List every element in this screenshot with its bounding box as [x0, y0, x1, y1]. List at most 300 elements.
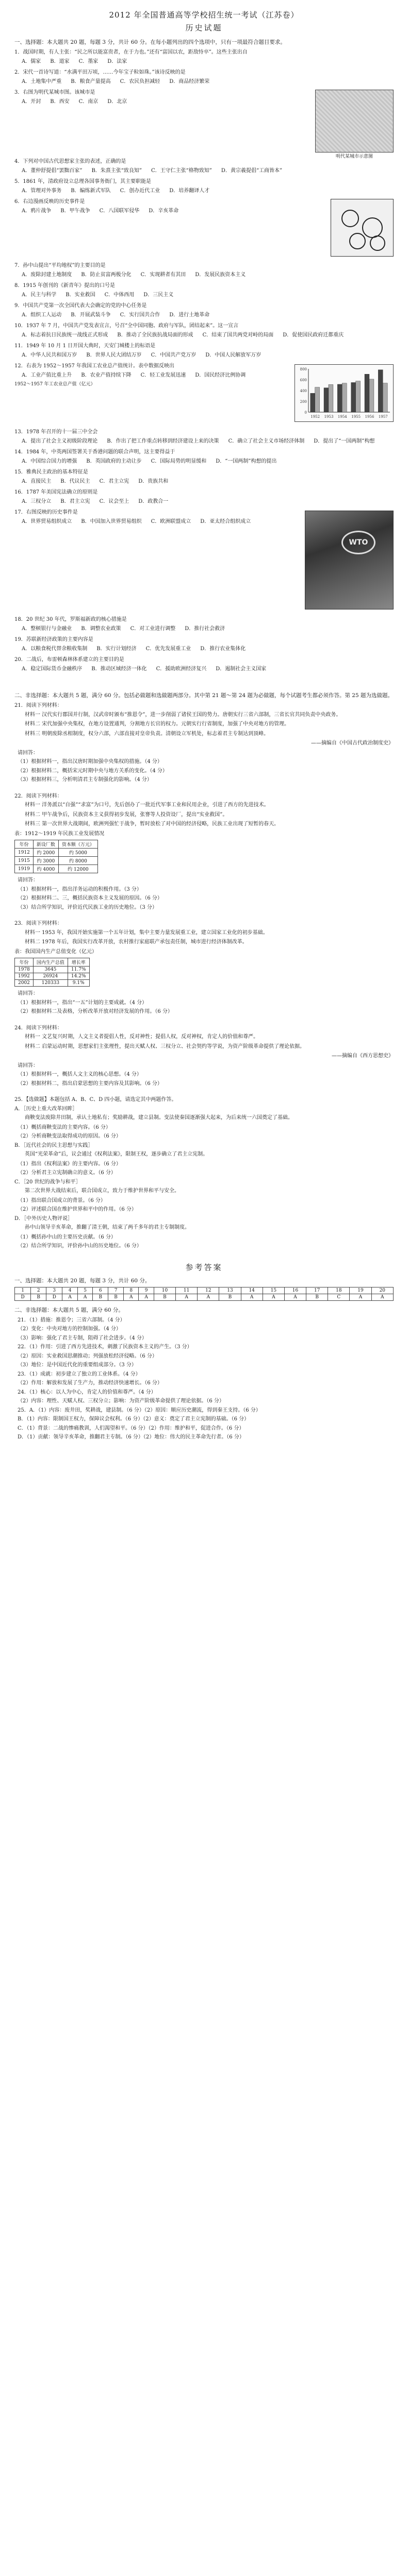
answer-option: B．世界人民大团结万岁 — [86, 352, 142, 358]
answer-option: B．英国政府的主动让步 — [86, 458, 142, 464]
question-stem: 5．1861 年，清政府设立总理各国事务衙门，其主要职能是 — [14, 179, 151, 184]
answers-heading: 一、选择题：本大题共 20 题，每题 3 分，共计 60 分。 — [14, 1277, 151, 1284]
answer-option: B．朱熹主张“致良知” — [91, 167, 142, 174]
sub-question: （1）根据材料一，指出汉唐时期加强中央集权的措施。（4 分） — [18, 759, 162, 765]
answer-option: A．组织工人运动 — [22, 312, 62, 318]
table-row — [15, 1287, 394, 1294]
question-11 — [14, 342, 394, 359]
table-row — [15, 1294, 394, 1300]
answer-option: B．实行计划经济 — [96, 646, 137, 652]
question-5 — [14, 178, 394, 195]
material-text: 商鞅变法废除井田制，承认土地私有；奖励耕战，建立县制。变法使秦国逐渐强大起来，为后来统一六国奠定了基础。 — [25, 1115, 293, 1121]
answer-options — [14, 311, 394, 319]
material-text: 材料一 文艺复兴时期，人文主义者提倡人性，反对神性；提倡人权，反对神权，肯定人的价值和尊严。 — [25, 1034, 259, 1040]
answer-option: B．君主立宪 — [60, 498, 90, 504]
question-9 — [14, 302, 394, 319]
material-source: ——摘编自《西方思想史》 — [332, 1053, 394, 1059]
section-2-heading: 二、非选择题：本大题共 5 题，满分 60 分。包括必做题和选做题两部分。其中第 21 题～第 24 题为必做题，每个试题考生都必须作答。第 25 题为选做题。 — [14, 692, 393, 699]
table-cell: D — [46, 1294, 62, 1300]
material-text: 第二次世界大战结束后，联合国成立，致力于维护世界和平与安全。 — [25, 1188, 179, 1194]
question-13 — [14, 428, 394, 445]
table-row — [15, 857, 98, 865]
answer-option: C．轻工业发展迅速 — [140, 372, 186, 378]
bar — [310, 393, 315, 412]
answer-option: A．中国综合国力的增强 — [22, 458, 77, 464]
question-stem: 17．右图反映的历史事件是 — [14, 510, 78, 515]
answer-option: A．直接民主 — [22, 478, 52, 484]
answer-options — [14, 478, 394, 486]
table-cell: 1919 — [15, 865, 34, 873]
table-row — [15, 849, 98, 857]
answer-options — [14, 645, 394, 653]
answer-option: D．贵族共和 — [138, 478, 169, 484]
question-stem: 1．战国时期，有人主张：“民之所以能富贵者，在于力也。”还有“富国以农，距敌恃卒”。这些主张出自 — [14, 49, 248, 55]
answer-option: C．农民负担减轻 — [120, 78, 160, 84]
sub-question: （1）概括孙中山的主要历史贡献。（6 分） — [18, 1234, 116, 1240]
option-title: C．［20 世纪的战争与和平］ — [14, 1179, 81, 1185]
page-title: 2012 年全国普通高等学校招生统一考试（江苏卷） — [109, 10, 299, 20]
data-table — [14, 958, 90, 987]
answer-item: （3）影响：强化了君主专制，阻碍了社会进步。（4 分） — [18, 1335, 147, 1341]
y-tick-label: 400 — [300, 389, 307, 393]
sub-question: （2）根据材料二、三，概括民族资本主义发展的原因。（6 分） — [18, 895, 162, 901]
answer-option: A．废除封建土地制度 — [22, 272, 72, 278]
material-text: 材料二 1978 年后，我国实行改革开放，农村推行家庭联产承包责任制，城市进行经济体制改革。 — [25, 939, 248, 945]
answer-item: （2）原因：实业救国思潮推动；列强放松经济侵略。（6 分） — [18, 1353, 157, 1359]
sub-question: （2）评述联合国在维护世界和平中的作用。（6 分） — [18, 1207, 137, 1212]
answer-item: C．（1）背景：二战的惨痛教训，人们渴望和平。（6 分）（2）作用：维护和平，促进合作。（6 分） — [18, 1425, 244, 1431]
answer-options — [14, 498, 394, 506]
y-tick-label: 0 — [304, 411, 307, 415]
table-cell: 1 — [15, 1287, 31, 1294]
table-cell: 7 — [108, 1287, 124, 1294]
question-stem: 8．1915 年创刊的《新青年》提出的口号是 — [14, 283, 115, 289]
table-cell: 约 3000 — [33, 857, 58, 865]
bar — [356, 381, 361, 412]
table-header: 年份 — [15, 958, 34, 967]
bar — [329, 384, 333, 412]
table-cell: 14 — [241, 1287, 263, 1294]
question-stem: 16．1787 年美国宪法确立的原则是 — [14, 489, 98, 495]
sub-question: （1）根据材料一，指出洋务运动的积极作用。（3 分） — [18, 886, 142, 892]
answer-option: B．推动了全民族抗战局面的形成 — [117, 332, 193, 338]
sub-question: 请回答： — [18, 877, 38, 883]
bar — [342, 383, 347, 412]
material-text: 材料一 1953 年，我国开始实施第一个五年计划，集中主要力量发展重工业，建立国家工业化的初步基础。 — [25, 929, 268, 936]
answer-item: 22．（1）作用：引进了西方先进技术，刺激了民族资本主义的产生。（3 分） — [18, 1344, 192, 1350]
question-24 — [14, 1024, 394, 1088]
sub-question: （1）指出《权利法案》的主要内容。（6 分） — [18, 1161, 121, 1167]
answer-option: D．三民主义 — [143, 292, 174, 298]
table-cell: B — [154, 1294, 175, 1300]
answer-option: C．墨家 — [78, 58, 99, 64]
answer-option: B．中国加入世界贸易组织 — [81, 518, 142, 524]
answer-option: C．南京 — [78, 98, 99, 105]
answer-option: D．法家 — [107, 58, 127, 64]
option-title: D．［中外历史人物评说］ — [14, 1215, 73, 1222]
question-22 — [14, 792, 394, 912]
question-stem: 18．20 世纪 30 年代，罗斯福新政的核心措施是 — [14, 617, 127, 622]
sub-question: （1）根据材料一，指出“一五”计划的主要成就。（4 分） — [18, 999, 148, 1006]
table-cell: 120333 — [33, 980, 68, 987]
question-title: 25．【选做题】本题包括 A、B、C、D 四小题，请选定其中两题作答。 — [14, 1097, 177, 1103]
question-20 — [14, 656, 394, 673]
question-19 — [14, 636, 394, 653]
answer-option: A．稳定国际货币金融秩序 — [22, 666, 83, 672]
sub-question: （2）结合所学知识，评价孙中山的历史地位。（6 分） — [18, 1243, 142, 1249]
table-cell: 15 — [263, 1287, 284, 1294]
question-7 — [14, 262, 394, 279]
question-10 — [14, 322, 394, 339]
answer-option: A．鸦片战争 — [22, 208, 52, 214]
answer-item: 23．（1）成就：初步建立了独立的工业体系。（4 分） — [18, 1371, 141, 1377]
answer-option: C．议会至上 — [99, 498, 129, 504]
table-cell: 17 — [306, 1287, 328, 1294]
question-title: 24．阅读下列材料： — [14, 1025, 62, 1031]
answer-option: D．发展民族资本主义 — [195, 272, 246, 278]
answer-option: A．土地集中严重 — [22, 78, 62, 84]
table-cell: 8 — [123, 1287, 138, 1294]
bar — [315, 387, 320, 412]
table-cell: 6 — [93, 1287, 108, 1294]
table-cell: 18 — [328, 1287, 350, 1294]
bar — [351, 382, 356, 412]
cartoon-figure — [331, 199, 394, 257]
answer-options — [14, 457, 394, 466]
table-cell: 13 — [219, 1287, 241, 1294]
page-subtitle: 历史试题 — [185, 23, 223, 32]
material-source: ——摘编自《中国古代政治制度史》 — [311, 740, 394, 746]
sub-question: （2）分析君主立宪制确立的意义。（6 分） — [18, 1170, 116, 1176]
answer-option: D．辛亥革命 — [149, 208, 179, 214]
question-stem: 13．1978 年召开的十一届三中全会 — [14, 429, 98, 435]
answer-option: A．中华人民共和国万岁 — [22, 352, 77, 358]
table-cell: 2 — [31, 1287, 46, 1294]
question-stem: 12．右表为 1952～1957 年我国工农业总产值统计。表中数据反映出 — [14, 363, 174, 369]
answer-option: D．北京 — [107, 98, 127, 105]
answer-option: C．八国联军侵华 — [99, 208, 140, 214]
answer-option: C．实行国共合作 — [120, 312, 160, 318]
cartoon-character — [370, 235, 385, 251]
data-table — [14, 840, 98, 873]
answer-option: B．实业救国 — [66, 292, 95, 298]
answer-option: B．代议民主 — [60, 478, 90, 484]
exam-page — [14, 9, 394, 1443]
answer-option: B．农业产值持续下降 — [81, 372, 132, 378]
bar-chart — [295, 365, 393, 421]
answer-option: A．管理对外事务 — [22, 188, 62, 194]
material-text: 英国“光荣革命”后，议会通过《权利法案》，限制王权，逐步确立了君主立宪制。 — [25, 1151, 208, 1157]
table-cell: 1978 — [15, 967, 34, 973]
table-cell: 3 — [46, 1287, 62, 1294]
table-cell: 10 — [154, 1287, 175, 1294]
table-cell: 1912 — [15, 849, 34, 857]
question-stem: 4．下列对中国古代思想家主张的表述，正确的是 — [14, 159, 126, 164]
answer-option: C．君主立宪 — [99, 478, 129, 484]
section-1-heading: 一、选择题：本大题共 20 题，每题 3 分，共计 60 分。在每小题列出的四个选项中，只有一项最符合题目要求。 — [14, 39, 286, 45]
sub-question: （2）分析商鞅变法取得成功的原因。（6 分） — [18, 1133, 121, 1139]
table-cell: B — [219, 1294, 241, 1300]
answer-option: B．开展武装斗争 — [71, 312, 111, 318]
material-text: 材料二 甲午战争后，民族资本主义获得初步发展，张謇等人投资设厂，提出“实业救国”。 — [25, 811, 228, 818]
table-cell: A — [241, 1294, 263, 1300]
sub-question: （1）根据材料一，概括人文主义的核心思想。（4 分） — [18, 1072, 142, 1077]
city-map-figure — [315, 90, 394, 159]
table-caption: 表：我国国内生产总值变化（亿元） — [14, 948, 97, 955]
answer-option: C．优先发展重工业 — [145, 646, 191, 652]
table-header: 资本额（万元） — [58, 840, 97, 849]
answer-option: D．培养翻译人才 — [169, 188, 210, 194]
table-row — [15, 865, 98, 873]
answer-options — [14, 58, 394, 66]
answer-option: D．促使国民政府迁都重庆 — [283, 332, 344, 338]
sub-question: （3）结合所学知识，评价近代民族工业的历史地位。（3 分） — [18, 904, 157, 910]
table-cell: 约 12000 — [58, 865, 97, 873]
table-cell: A — [350, 1294, 371, 1300]
material-text: 材料二 启蒙运动时期，思想家们主张理性，提出天赋人权、三权分立、社会契约等学说，为资产阶级革命提供了理论依据。 — [25, 1043, 305, 1049]
answer-option: B．甲午战争 — [60, 208, 90, 214]
answer-option: D．黄宗羲提倡“工商皆本” — [221, 167, 283, 174]
question-stem: 10．1937 年 7 月，中国共产党发表宣言，号召“全中国同胞、政府与军队，团结起来”。这一宣言 — [14, 323, 239, 329]
question-8 — [14, 282, 394, 299]
table-cell: 约 2000 — [33, 849, 58, 857]
table-cell: B — [306, 1294, 328, 1300]
table-row — [15, 967, 90, 973]
table-cell: A — [123, 1294, 138, 1300]
answer-item: D．（1）贡献：领导辛亥革命，推翻君主专制。（6 分）（2）地位：伟大的民主革命先行者。（6 分） — [18, 1434, 244, 1440]
table-cell: A — [198, 1294, 219, 1300]
answer-option: D．中国人民解放军万岁 — [205, 352, 261, 358]
question-stem: 15．雅典民主政治的基本特征是 — [14, 469, 88, 475]
answers-title: 参考答案 — [185, 1262, 223, 1272]
question-title: 22．阅读下列材料： — [14, 793, 62, 799]
answer-option: D．推行社会救济 — [185, 625, 225, 632]
question-stem: 2．宋代一首诗写道：“水满平田万顷，……今年宝子粒如珠。”该诗反映的是 — [14, 70, 186, 75]
question-stem: 11．1949 年 10 月 1 日开国大典时，天安门城楼上的标语是 — [14, 343, 156, 349]
y-tick-label: 800 — [300, 367, 307, 371]
table-cell: B — [31, 1294, 46, 1300]
table-cell: 12 — [198, 1287, 219, 1294]
table-cell: 5 — [77, 1287, 92, 1294]
material-text: 材料二 宋代加强中央集权，在地方设置通判，分割地方长官的权力。元朝实行行省制度，加强了中央对地方的管理。 — [25, 721, 290, 727]
answer-option: D．推行农业集体化 — [200, 646, 246, 652]
answer-option: A．以粮食税代替余粮收集制 — [22, 646, 88, 652]
answer-item: 24．（1）核心：以人为中心，肯定人的价值和尊严。（4 分） — [18, 1389, 156, 1395]
bar-chart-figure — [295, 364, 394, 422]
material-text: 材料一 洋务派以“自强”“求富”为口号，先后创办了一批近代军事工业和民用企业，引进了西方的先进技术。 — [25, 802, 269, 808]
table-cell: 9 — [139, 1287, 154, 1294]
table-row — [15, 973, 90, 980]
bar — [383, 383, 387, 412]
question-stem: 6．右边漫画反映的历史事件是 — [14, 199, 85, 205]
question-14 — [14, 448, 394, 465]
question-stem: 14．1984 年，中英两国签署关于香港问题的联合声明，这主要得益于 — [14, 449, 175, 455]
answer-option: D．政教合一 — [138, 498, 169, 504]
sub-question: （1）概括商鞅变法的主要内容。（6 分） — [18, 1124, 111, 1130]
question-15 — [14, 468, 394, 485]
sub-question: （2）根据材料二及表格，分析改革开放对经济发展的作用。（6 分） — [18, 1009, 173, 1014]
table-caption: 表：1912～1919 年民族工业发展情况 — [14, 831, 105, 837]
answer-item: B．（1）内容：限制国王权力，保障议会权利。（6 分）（2）意义：奠定了君主立宪制的基础。（6 分） — [18, 1416, 250, 1422]
material-text: 材料三 第一次世界大战期间，欧洲列强忙于战争，暂时放松了对中国的经济侵略，民族工业出现了短暂的春天。 — [25, 821, 280, 827]
question-16 — [14, 488, 394, 505]
table-cell: A — [62, 1294, 77, 1300]
x-tick-label: 1953 — [324, 415, 334, 419]
answer-option: B．道家 — [50, 58, 70, 64]
x-tick-label: 1955 — [351, 415, 361, 419]
table-cell: 1992 — [15, 973, 34, 980]
question-21 — [14, 702, 394, 784]
answer-option: C．援助欧洲经济复兴 — [156, 666, 207, 672]
answer-option: B．西安 — [50, 98, 70, 105]
table-cell: A — [284, 1294, 306, 1300]
question-title: 23．阅读下列材料： — [14, 921, 62, 926]
answer-option: A．提出了社会主义初级阶段理论 — [22, 438, 98, 444]
answer-option: B．防止贫富两极分化 — [81, 272, 132, 278]
question-25 — [14, 1096, 394, 1250]
material-text: 材料一 汉代实行郡国并行制，汉武帝时颁布“推恩令”，进一步削弱了诸侯王国的势力。唐朝实行三省六部制，三省长官共同负责中央政务。 — [25, 711, 341, 718]
y-tick-label: 600 — [300, 378, 307, 382]
question-18 — [14, 616, 394, 633]
cartoon-character — [349, 233, 366, 249]
answer-option: A．整顿银行与金融业 — [22, 625, 72, 632]
table-header: 新设厂数 — [33, 840, 58, 849]
table-cell: A — [139, 1294, 154, 1300]
table-cell: 19 — [350, 1287, 371, 1294]
answer-option: D．提出了“一国两制”构想 — [314, 438, 375, 444]
sub-question: 请回答： — [18, 991, 38, 996]
answer-option: C．王守仁主张“格物致知” — [151, 167, 212, 174]
question-1 — [14, 48, 394, 65]
answer-item: 21．（1）措施：推恩令；三省六部制。（4 分） — [18, 1317, 125, 1323]
answer-option: C．欧洲联盟成立 — [151, 518, 191, 524]
table-cell: 3645 — [33, 967, 68, 973]
answer-option: D．商品经济繁荣 — [169, 78, 210, 84]
table-cell: 16 — [284, 1287, 306, 1294]
bar — [337, 384, 342, 412]
answer-option: D．进行土地革命 — [169, 312, 210, 318]
x-tick-label: 1957 — [378, 415, 388, 419]
answer-option: B．推动区域经济一体化 — [91, 666, 147, 672]
x-tick-label: 1956 — [365, 415, 374, 419]
answer-option: A．董仲舒提倡“罢黜百家” — [22, 167, 83, 174]
answer-option: A．标志着抗日民族统一战线正式形成 — [22, 332, 108, 338]
answer-option: B．编练新式军队 — [71, 188, 111, 194]
table-header: 年份 — [15, 840, 34, 849]
answer-option: B．作出了把工作重点转移到经济建设上来的决策 — [107, 438, 219, 444]
cartoon-character — [362, 217, 383, 238]
answer-item: （3）地位：是中国近代化的重要组成部分。（3 分） — [18, 1362, 137, 1368]
question-6 — [14, 198, 394, 259]
figure-caption: 明代某城市示意图 — [335, 154, 373, 159]
mcq-list — [14, 48, 394, 673]
answer-list — [14, 1316, 394, 1442]
answer-options — [14, 167, 394, 175]
answer-option: A．民主与科学 — [22, 292, 57, 298]
question-stem: 9．中国共产党第一次全国代表大会确定的党的中心任务是 — [14, 303, 147, 309]
table-cell: D — [15, 1294, 31, 1300]
answer-option: C．国际局势的明显缓和 — [151, 458, 207, 464]
answer-option: C．中体西用 — [104, 292, 135, 298]
answer-option: D．遏制社会主义国家 — [216, 666, 267, 672]
table-cell: 26924 — [33, 973, 68, 980]
answer-option: C．实现耕者有其田 — [140, 272, 186, 278]
question-stem: 3．右图为明代某城市图。该城市是 — [14, 90, 95, 95]
material-text: 材料三 明朝废除丞相制度，权分六部，六部直接对皇帝负责。清朝设立军机处，标志着君主专制达到顶峰。 — [25, 731, 269, 737]
answer-option: A．工业产值比重上升 — [22, 372, 72, 378]
answer-option: D．国民经济比例协调 — [195, 372, 246, 378]
question-23 — [14, 920, 394, 1016]
answer-option: B．调整农业政策 — [81, 625, 121, 632]
table-cell: 9.1% — [68, 980, 89, 987]
bar — [324, 388, 329, 412]
table-header: 国内生产总值 — [33, 958, 68, 967]
table-cell: A — [77, 1294, 92, 1300]
sub-question: 请回答： — [18, 750, 38, 756]
question-12 — [14, 362, 394, 425]
bar — [369, 379, 374, 412]
sub-question: （1）指出联合国成立的背景。（6 分） — [18, 1197, 106, 1204]
sub-question: （2）根据材料二，概括宋元时期中央与地方关系的变化。（4 分） — [18, 768, 168, 774]
answer-option: C．结束了国共两党对峙的局面 — [202, 332, 274, 338]
table-cell: 14.2% — [68, 973, 89, 980]
table-cell: A — [371, 1294, 393, 1300]
question-3 — [14, 89, 394, 159]
answer-options — [14, 437, 394, 446]
answer-options — [14, 351, 394, 360]
table-row — [15, 980, 90, 987]
table-cell: 约 8000 — [58, 857, 97, 865]
y-tick-label: 200 — [300, 400, 307, 404]
answer-item: （2）变化：中央对地方的控制加强。（4 分） — [18, 1326, 121, 1332]
x-tick-label: 1952 — [310, 415, 320, 419]
question-stem: 19．苏联新经济政策的主要内容是 — [14, 637, 93, 642]
table-cell: 11 — [176, 1287, 198, 1294]
wto-photo-figure — [305, 511, 394, 609]
sub-question: （2）根据材料二，指出启蒙思想的主要内容及其影响。（6 分） — [18, 1080, 162, 1087]
answer-option: C．创办近代工业 — [120, 188, 160, 194]
answer-options — [14, 187, 394, 195]
cartoon-character — [341, 210, 359, 227]
answer-option: A．世界贸易组织成立 — [22, 518, 72, 524]
answer-option: D．亚太经合组织成立 — [200, 518, 251, 524]
figure-caption: 1952～1957 年工农业总产值（亿元） — [14, 382, 95, 387]
table-cell: 2002 — [15, 980, 34, 987]
answer-option: A．开封 — [22, 98, 41, 105]
answer-options — [14, 665, 394, 673]
answer-option: C．对工业进行调整 — [130, 625, 176, 632]
question-2 — [14, 69, 394, 86]
table-cell: A — [263, 1294, 284, 1300]
sub-question: 请回答： — [18, 1062, 38, 1069]
title-block — [14, 9, 394, 33]
question-stem: 20．二战后，布雷顿森林体系建立的主要目的是 — [14, 657, 124, 663]
table-header: 增长率 — [68, 958, 89, 967]
answer-options — [14, 291, 394, 299]
answer-options — [14, 625, 394, 633]
option-title: B．［近代社会的民主思想与实践］ — [14, 1142, 93, 1148]
answer-option: C．确立了社会主义市场经济体制 — [228, 438, 305, 444]
x-tick-label: 1954 — [337, 415, 347, 419]
answer-item: （2）作用：解放和发展了生产力，推动经济快速增长。（6 分） — [18, 1380, 162, 1386]
answer-options — [14, 78, 394, 86]
table-cell: C — [328, 1294, 350, 1300]
sub-question: （3）根据材料三，分析明清君主专制强化的影响。（4 分） — [18, 777, 152, 783]
table-cell: 20 — [371, 1287, 393, 1294]
table-cell: 11.7% — [68, 967, 89, 973]
table-cell: B — [108, 1294, 124, 1300]
bar — [365, 374, 369, 412]
